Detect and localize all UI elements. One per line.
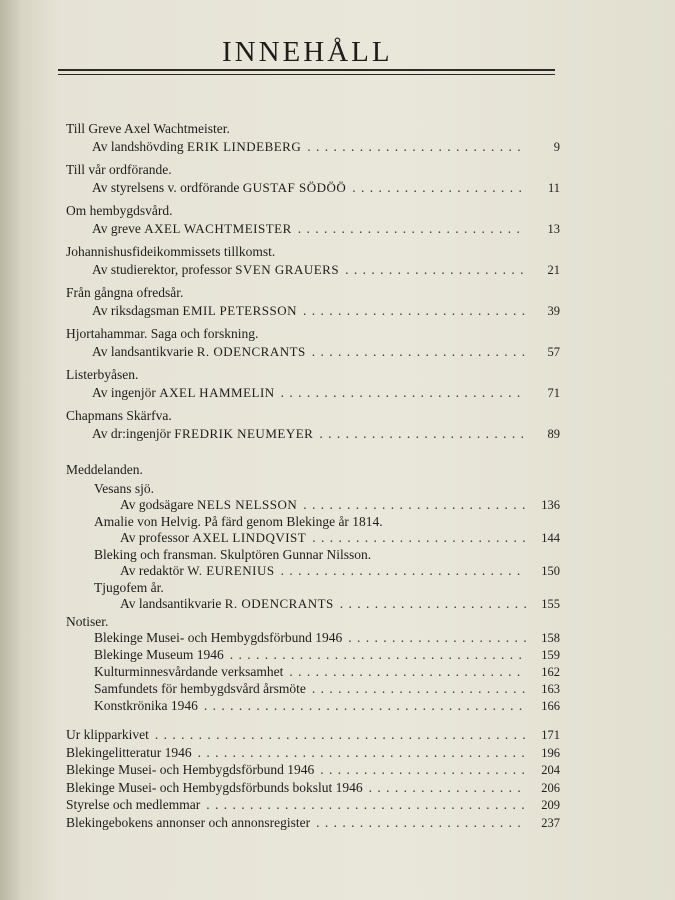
toc-entry (92, 303, 560, 319)
dot-leader (340, 596, 526, 612)
article-title: Till vår ordförande. (66, 162, 172, 177)
dot-leader (281, 385, 526, 401)
toc-entry (92, 221, 560, 237)
entry-text (92, 426, 313, 442)
dot-leader (204, 698, 526, 714)
dot-leader (206, 797, 526, 813)
page-number: 162 (541, 665, 560, 679)
toc-entry (92, 139, 560, 155)
page-number: 71 (547, 386, 560, 400)
notis-title: Blekinge Museum 1946 (94, 647, 224, 662)
page-number: 150 (541, 564, 560, 578)
page-number: 206 (541, 780, 560, 795)
author-prefix: Av professor (120, 530, 190, 545)
author-prefix: Av landsantikvarie (120, 596, 222, 611)
entry-text (92, 221, 292, 237)
author-name: ERIK LINDEBERG (187, 139, 302, 154)
article-title: Om hembygdsvård. (66, 203, 173, 218)
author-prefix: Av dr:ingenjör (92, 426, 171, 441)
page-number: 196 (541, 745, 560, 760)
page-number: 155 (541, 597, 560, 611)
author-name: W. EURENIUS (187, 563, 275, 578)
dot-leader (369, 780, 526, 796)
toc-entry (66, 780, 560, 796)
page-number: 159 (541, 648, 560, 662)
article-title: Styrelse och medlemmar (66, 797, 201, 812)
title-rule-thick (58, 69, 555, 71)
dot-leader (312, 530, 526, 546)
article-title: Hjortahammar. Saga och forskning. (66, 326, 259, 341)
page-number: 171 (541, 728, 560, 742)
page-number: 158 (541, 631, 560, 645)
dot-leader (281, 563, 526, 579)
author-name: FREDRIK NEUMEYER (174, 426, 314, 441)
author-prefix: Av styrelsens v. ordförande (92, 180, 240, 195)
dot-leader (307, 139, 526, 155)
dot-leader (348, 630, 526, 646)
author-prefix: Av riksdagsman (92, 303, 180, 318)
page-number: 237 (541, 815, 560, 830)
author-name: NELS NELSSON (196, 497, 298, 512)
entry-text (94, 630, 342, 646)
entry-text (120, 497, 297, 513)
toc-entry (94, 664, 560, 680)
author-name: R. ODENCRANTS (196, 344, 306, 359)
toc-entry (120, 530, 560, 546)
page-number: 9 (553, 140, 560, 154)
toc-entry (120, 596, 560, 612)
section-heading-meddelanden: Meddelanden. (66, 462, 143, 477)
dot-leader (316, 815, 526, 831)
article-title: Ur klipparkivet (66, 727, 149, 742)
dot-leader (303, 303, 526, 319)
article-title: Tjugofem år. (94, 580, 164, 595)
toc-entry (92, 262, 560, 278)
author-prefix: Av studierektor, professor (92, 262, 232, 277)
dot-leader (303, 497, 526, 513)
entry-text (94, 698, 198, 714)
toc-entry (92, 180, 560, 196)
page-number: 13 (547, 222, 560, 236)
dot-leader (312, 344, 526, 360)
entry-text (66, 780, 363, 796)
author-name: GUSTAF SÖDÖÖ (242, 180, 347, 195)
page-number: 166 (541, 699, 560, 713)
entry-text (92, 262, 339, 278)
article-title: Listerbyåsen. (66, 367, 139, 382)
author-name: EMIL PETERSSON (182, 303, 297, 318)
dot-leader (352, 180, 526, 196)
author-prefix: Av godsägare (120, 497, 194, 512)
toc-entry (94, 630, 560, 646)
page-number: 89 (547, 427, 560, 441)
author-name: AXEL WACHTMEISTER (144, 221, 292, 236)
toc-entry (66, 727, 560, 743)
entry-text (120, 530, 306, 546)
author-name: AXEL LINDQVIST (192, 530, 307, 545)
toc-entry (92, 385, 560, 401)
article-title: Johannishusfideikommissets tillkomst. (66, 244, 276, 259)
entry-text (66, 745, 192, 761)
toc-entry (66, 815, 560, 831)
notis-title: Blekinge Musei- och Hembygdsförbund 1946 (94, 630, 343, 645)
author-name: R. ODENCRANTS (224, 596, 334, 611)
article-title: Blekinge Musei- och Hembygdsförbund 1946 (66, 762, 315, 777)
toc-entry (94, 698, 560, 714)
dot-leader (289, 664, 526, 680)
author-prefix: Av landsantikvarie (92, 344, 194, 359)
article-title: Blekingelitteratur 1946 (66, 744, 192, 760)
toc-entry (94, 681, 560, 697)
title-rule-thin (58, 74, 555, 75)
toc-entry (120, 563, 560, 579)
toc-entry (94, 647, 560, 663)
article-title: Chapmans Skärfva. (66, 408, 172, 423)
article-title: Amalie von Helvig. På färd genom Blekinge år 1814. (94, 514, 383, 529)
page-number: 11 (547, 181, 560, 195)
author-name: SVEN GRAUERS (235, 262, 340, 277)
entry-text (66, 727, 149, 743)
entry-text (120, 596, 334, 612)
page-number: 204 (541, 763, 560, 777)
page-title: INNEHÅLL (222, 36, 393, 68)
dot-leader (298, 221, 526, 237)
author-prefix: Av redaktör (120, 563, 184, 578)
dot-leader (345, 262, 526, 278)
author-prefix: Av landshövding (92, 139, 184, 154)
page-number: 163 (541, 682, 560, 696)
page-number: 57 (547, 345, 560, 359)
entry-text (94, 681, 306, 697)
author-name: AXEL HAMMELIN (159, 385, 275, 400)
dot-leader (198, 745, 526, 761)
notis-title: Samfundets för hembygdsvård årsmöte (94, 681, 306, 696)
toc-entry (92, 426, 560, 442)
dot-leader (320, 762, 526, 778)
entry-text (120, 563, 275, 579)
entry-text (66, 815, 310, 831)
entry-text (92, 344, 306, 360)
entry-text (92, 180, 346, 196)
entry-text (94, 647, 224, 663)
notis-title: Kulturminnesvårdande verksamhet (94, 664, 284, 679)
page-number: 136 (541, 498, 560, 512)
article-title: Från gångna ofredsår. (66, 285, 184, 300)
entry-text (66, 762, 314, 778)
dot-leader (230, 647, 526, 663)
article-title: Till Greve Axel Wachtmeister. (66, 121, 230, 136)
author-prefix: Av ingenjör (92, 385, 156, 400)
entry-text (94, 664, 283, 680)
author-prefix: Av greve (92, 221, 141, 236)
article-title: Blekingebokens annonser och annonsregister (66, 814, 311, 830)
page-number: 39 (547, 304, 560, 318)
notis-title: Konstkrönika 1946 (94, 698, 198, 713)
page-number: 209 (541, 798, 560, 812)
toc-entry (66, 745, 560, 761)
dot-leader (312, 681, 526, 697)
dot-leader (155, 727, 526, 743)
toc-entry (66, 762, 560, 778)
dot-leader (319, 426, 526, 442)
entry-text (92, 385, 275, 401)
entry-text (92, 139, 301, 155)
article-title: Vesans sjö. (94, 481, 154, 496)
toc-entry (92, 344, 560, 360)
article-title: Bleking och fransman. Skulptören Gunnar Nilsson. (94, 547, 372, 562)
page-number: 144 (541, 531, 560, 545)
page-number: 21 (547, 263, 560, 277)
article-title: Blekinge Musei- och Hembygdsförbunds bokslut 1946 (66, 779, 363, 795)
entry-text (92, 303, 297, 319)
toc-entry (66, 797, 560, 813)
section-heading-notiser: Notiser. (66, 614, 109, 629)
toc-entry (120, 497, 560, 513)
entry-text (66, 797, 200, 813)
